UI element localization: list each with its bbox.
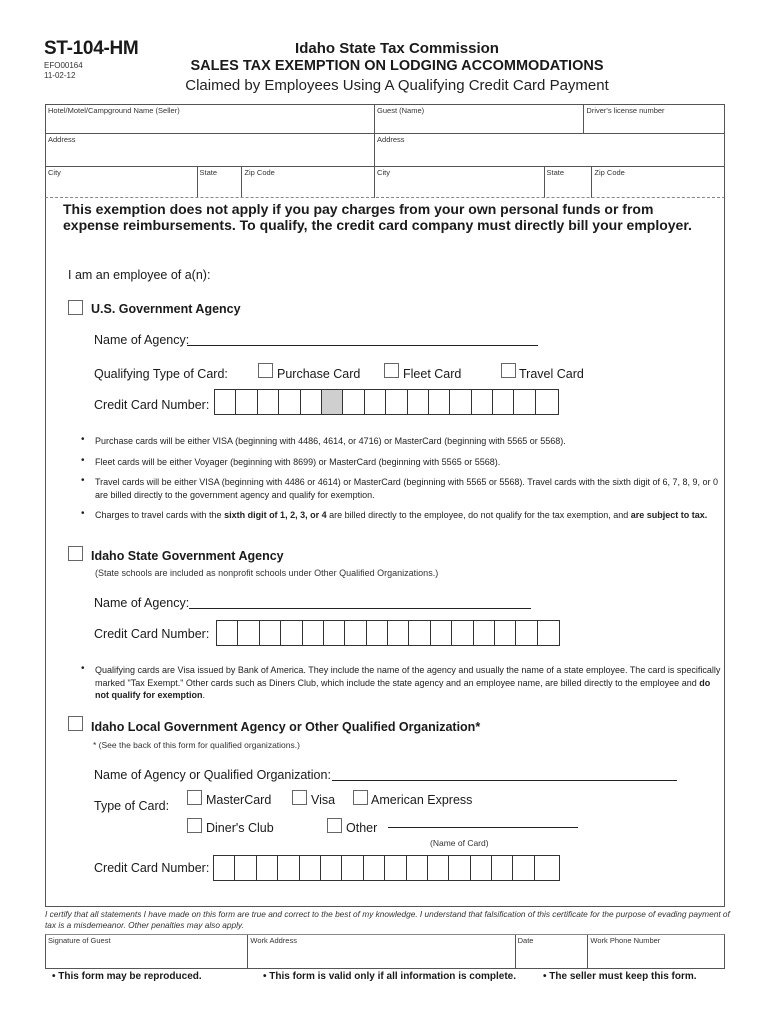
bullet-text: Qualifying cards are Visa issued by Bank of America. They include the name of the agency and usually the name of a state employee. The card is specifically marked "Tax Exempt." Other cards such as Diners Club, which include the state agency and an employee name, are billed directly to the employee and [95,665,721,688]
work-address-field[interactable] [248,935,515,968]
idaho-state-title: Idaho State Government Agency [91,549,284,563]
idaho-local-note: * (See the back of this form for qualified organizations.) [93,740,300,750]
bullet-text: are billed directly to the employee, do not qualify for the tax exemption, and [326,510,631,520]
us-card-type-label: Qualifying Type of Card: [94,367,228,381]
us-government-checkbox[interactable] [68,300,83,315]
bullet-text: Purchase cards will be either VISA (beginning with 4486, 4614, or 4716) or MasterCard (beginning with 5565 or 5568). [95,436,566,446]
diners-club-label: Diner's Club [206,821,274,835]
work-phone-label: Work Phone Number [590,936,661,945]
bullet-travel-cards: • Travel cards will be either VISA (beginning with 4486 or 4614) or MasterCard (beginning with 5565 or 5568). Travel cards with the sixth digit of 6, 7, 8, 9, or 0 are billed directly to the government agency and qualify for exemption. [81,475,718,500]
local-card-type-label: Type of Card: [94,799,170,813]
us-credit-card-number-input[interactable] [214,389,559,415]
us-agency-name-input[interactable] [187,332,538,346]
seller-city-label: City [48,168,61,177]
idaho-credit-card-number-input[interactable] [216,620,560,646]
footer-reproduce: • This form may be reproduced. [52,971,202,982]
agency-name: Idaho State Tax Commission [295,40,499,57]
guest-city-field[interactable] [375,167,545,198]
form-subtitle: Claimed by Employees Using A Qualifying Credit Card Payment [185,77,609,94]
local-ccn-label: Credit Card Number: [94,861,210,875]
seller-address-label: Address [48,135,76,144]
work-phone-field[interactable] [588,935,724,968]
travel-card-label: Travel Card [519,367,584,381]
guest-state-label: State [546,168,565,177]
local-credit-card-number-input[interactable] [213,855,560,881]
idaho-agency-name-label: Name of Agency: [94,596,190,610]
travel-card-checkbox[interactable] [501,363,516,378]
us-government-title: U.S. Government Agency [91,302,241,316]
idaho-state-checkbox[interactable] [68,546,83,561]
signature-table [45,934,725,969]
idaho-agency-name-input[interactable] [189,595,531,609]
footer-valid: • This form is valid only if all information is complete. [263,971,516,982]
bullet-bold: sixth digit of 1, 2, 3, or 4 [224,510,327,520]
warning-text: This exemption does not apply if you pay charges from your own personal funds or from expense reimbursements. To qualify, the credit card company must directly bill your employer. [63,201,692,233]
seller-state-field[interactable] [198,167,243,198]
other-card-caption: (Name of Card) [430,838,489,848]
american-express-label: American Express [371,793,473,807]
date-field[interactable] [516,935,589,968]
bullet-qualifying-cards: • Qualifying cards are Visa issued by Bank of America. They include the name of the agency and usually the name of a state employee. The card is specifically marked "Tax Exempt." Other cards such as Diners Club, which include the state agency and an employee name, are billed directly to the employee and do not qualify for exemption. [81,663,721,700]
bullet-text: . [202,690,206,700]
bullet-text: Fleet cards will be either Voyager (beginning with 8699) or MasterCard (beginning with 5565 or 5568). [95,457,501,467]
other-card-label: Other [346,821,378,835]
guest-address-label: Address [377,135,405,144]
purchase-card-label: Purchase Card [277,367,361,381]
guest-name-label: Guest (Name) [377,106,425,115]
visa-label: Visa [311,793,336,807]
seller-zip-label: Zip Code [244,168,275,177]
bullet-fleet-cards: • Fleet cards will be either Voyager (beginning with 8699) or MasterCard (beginning with 5565 or 5568). [81,455,501,467]
mastercard-checkbox[interactable] [187,790,202,805]
form-id: ST-104-HM [44,38,139,59]
seller-city-field[interactable] [46,167,198,198]
certification-text: I certify that all statements I have made on this form are true and correct to the best of my knowledge. I understand that falsification of this certificate for the purpose of evading payment of tax is a misdemeanor. Other penalties may also apply. [45,909,730,930]
seller-name-label: Hotel/Motel/Campground Name (Seller) [48,106,180,115]
seller-state-label: State [199,168,218,177]
drivers-license-label: Driver's license number [586,106,665,115]
date-label: Date [517,936,534,945]
bullet-text: Charges to travel cards with the [95,510,225,520]
idaho-local-checkbox[interactable] [68,716,83,731]
diners-club-checkbox[interactable] [187,818,202,833]
other-card-name-input[interactable] [388,827,578,828]
form-code: EFO00164 [44,61,83,70]
us-ccn-label: Credit Card Number: [94,398,210,412]
guest-zip-label: Zip Code [594,168,625,177]
local-agency-name-label: Name of Agency or Qualified Organization: [94,768,331,782]
seller-zip-field[interactable] [242,167,375,198]
local-agency-name-input[interactable] [332,767,677,781]
employee-of-label: I am an employee of a(n): [68,268,211,282]
guest-address-field[interactable] [375,134,724,166]
guest-zip-field[interactable] [592,167,724,198]
bullet-sixth-digit: • Charges to travel cards with the sixth digit of 1, 2, 3, or 4 are billed directly to the employee, do not qualify for the tax exemption, and are subject to tax. [81,508,708,520]
bullet-purchase-cards: • Purchase cards will be either VISA (beginning with 4486, 4614, or 4716) or MasterCard (beginning with 5565 or 5568). [81,434,566,446]
american-express-checkbox[interactable] [353,790,368,805]
us-agency-name-label: Name of Agency: [94,333,190,347]
signature-field[interactable] [46,935,248,968]
fleet-card-label: Fleet Card [403,367,462,381]
guest-state-field[interactable] [545,167,593,198]
idaho-ccn-label: Credit Card Number: [94,627,210,641]
work-address-label: Work Address [250,936,297,945]
drivers-license-field[interactable] [584,105,724,133]
mastercard-label: MasterCard [206,793,272,807]
purchase-card-checkbox[interactable] [258,363,273,378]
other-card-checkbox[interactable] [327,818,342,833]
footer-keep: • The seller must keep this form. [543,971,697,982]
seller-address-field[interactable] [46,134,375,166]
guest-name-field[interactable] [375,105,584,133]
visa-checkbox[interactable] [292,790,307,805]
info-table [45,104,725,198]
signature-label: Signature of Guest [48,936,111,945]
idaho-local-title: Idaho Local Government Agency or Other Qualified Organization* [91,720,481,734]
guest-city-label: City [377,168,390,177]
sixth-digit-box [322,390,343,414]
idaho-state-note: (State schools are included as nonprofit schools under Other Qualified Organizations.) [95,568,439,578]
form-title: SALES TAX EXEMPTION ON LODGING ACCOMMODATIONS [190,58,604,74]
form-date: 11-02-12 [44,71,76,80]
bullet-bold: are subject to tax. [630,510,708,520]
bullet-bold: do not qualify for exemption [95,677,711,700]
fleet-card-checkbox[interactable] [384,363,399,378]
bullet-text: Travel cards will be either VISA (beginning with 4486 or 4614) or MasterCard (beginning with 5565 or 5568). Travel cards with the sixth digit of 6, 7, 8, 9, or 0 are billed directly to the government agency and qualify for exemption. [95,477,718,500]
seller-name-field[interactable] [46,105,375,133]
